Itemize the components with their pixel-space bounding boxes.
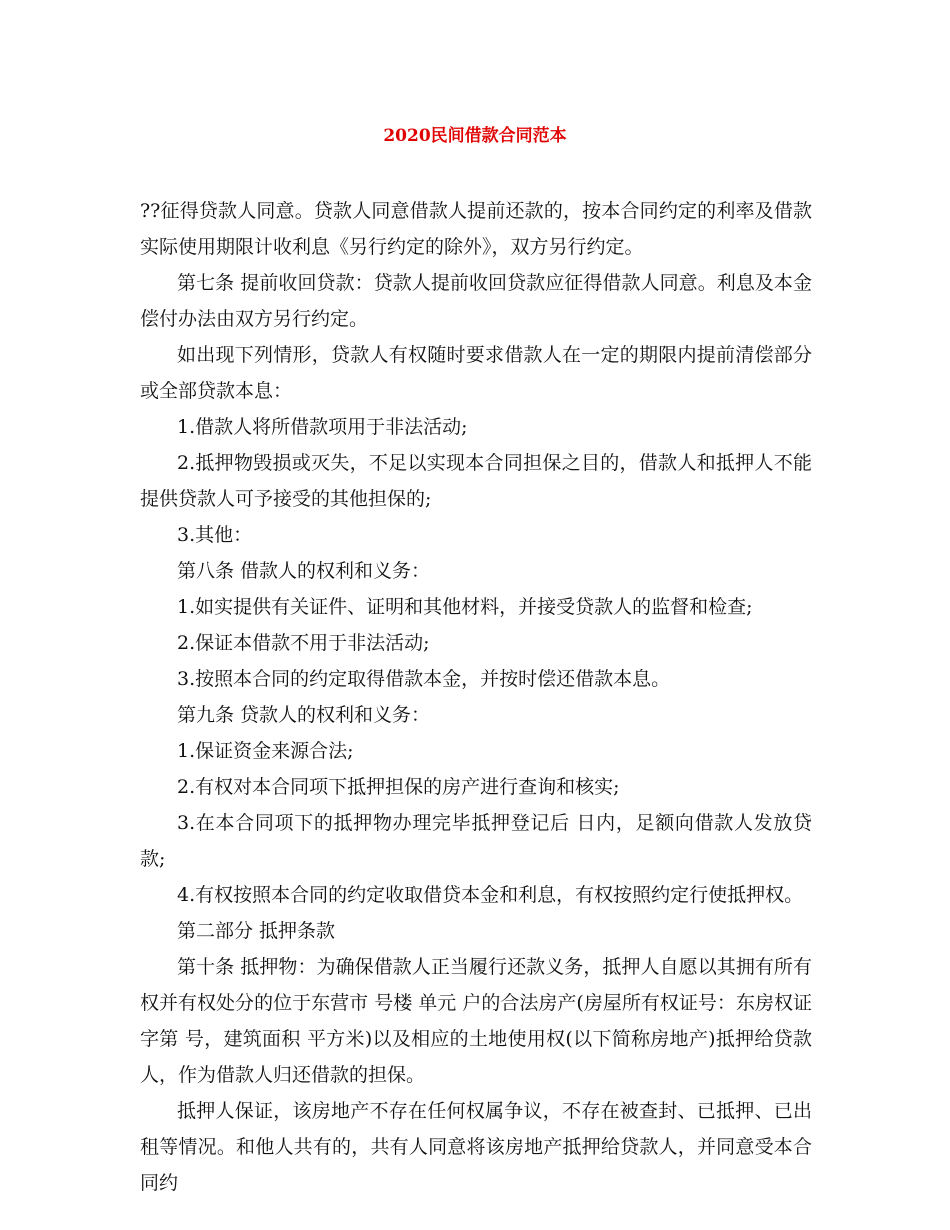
- list-item: 3.按照本合同的约定取得借款本金，并按时偿还借款本息。: [177, 668, 671, 690]
- list-item: 3.在本合同项下的抵押物办理完毕抵押登记后 日内，足额向借款人发放贷款;: [140, 812, 812, 870]
- document-title: 2020民间借款合同范本: [383, 126, 567, 146]
- paragraph: 如出现下列情形，贷款人有权随时要求借款人在一定的期限内提前清偿部分或全部贷款本息：: [140, 344, 812, 402]
- list-item: 2.抵押物毁损或灭失，不足以实现本合同担保之目的，借款人和抵押人不能提供贷款人可予接受的其他担保的;: [140, 452, 812, 510]
- paragraph: 抵押人保证，该房地产不存在任何权属争议，不存在被查封、已抵押、已出租等情况。和他人共有的，共有人同意将该房地产抵押给贷款人，并同意受本合同约: [140, 1100, 812, 1194]
- list-item: 1.如实提供有关证件、证明和其他材料，并接受贷款人的监督和检查;: [177, 596, 753, 618]
- list-item: 1.借款人将所借款项用于非法活动;: [177, 416, 468, 438]
- paragraph: 第七条 提前收回贷款：贷款人提前收回贷款应征得借款人同意。利息及本金偿付办法由双方另行约定。: [140, 272, 812, 330]
- list-item: 1.保证资金来源合法;: [177, 740, 354, 762]
- paragraph: ??征得贷款人同意。贷款人同意借款人提前还款的，按本合同约定的利率及借款实际使用期限计收利息《另行约定的除外》，双方另行约定。: [140, 200, 812, 258]
- list-item: 3.其他：: [177, 524, 253, 546]
- section-heading: 第八条 借款人的权利和义务：: [177, 560, 431, 582]
- section-heading: 第九条 贷款人的权利和义务：: [177, 704, 431, 726]
- list-item: 2.有权对本合同项下抵押担保的房产进行查询和核实;: [177, 776, 620, 798]
- document-body: [140, 193, 812, 1201]
- part-heading: 第二部分 抵押条款: [177, 920, 336, 942]
- paragraph: 第十条 抵押物：为确保借款人正当履行还款义务，抵押人自愿以其拥有所有权并有权处分的位于东营市 号楼 单元 户的合法房产(房屋所有权证号：东房权证字第 号，建筑面积 平方米)以及相应的土地使用权(以下简称房地产)抵押给贷款人，作为借款人归还借款的担保。: [140, 956, 812, 1086]
- list-item: 2.保证本借款不用于非法活动;: [177, 632, 430, 654]
- list-item: 4.有权按照本合同的约定收取借贷本金和利息，有权按照约定行使抵押权。: [177, 884, 804, 906]
